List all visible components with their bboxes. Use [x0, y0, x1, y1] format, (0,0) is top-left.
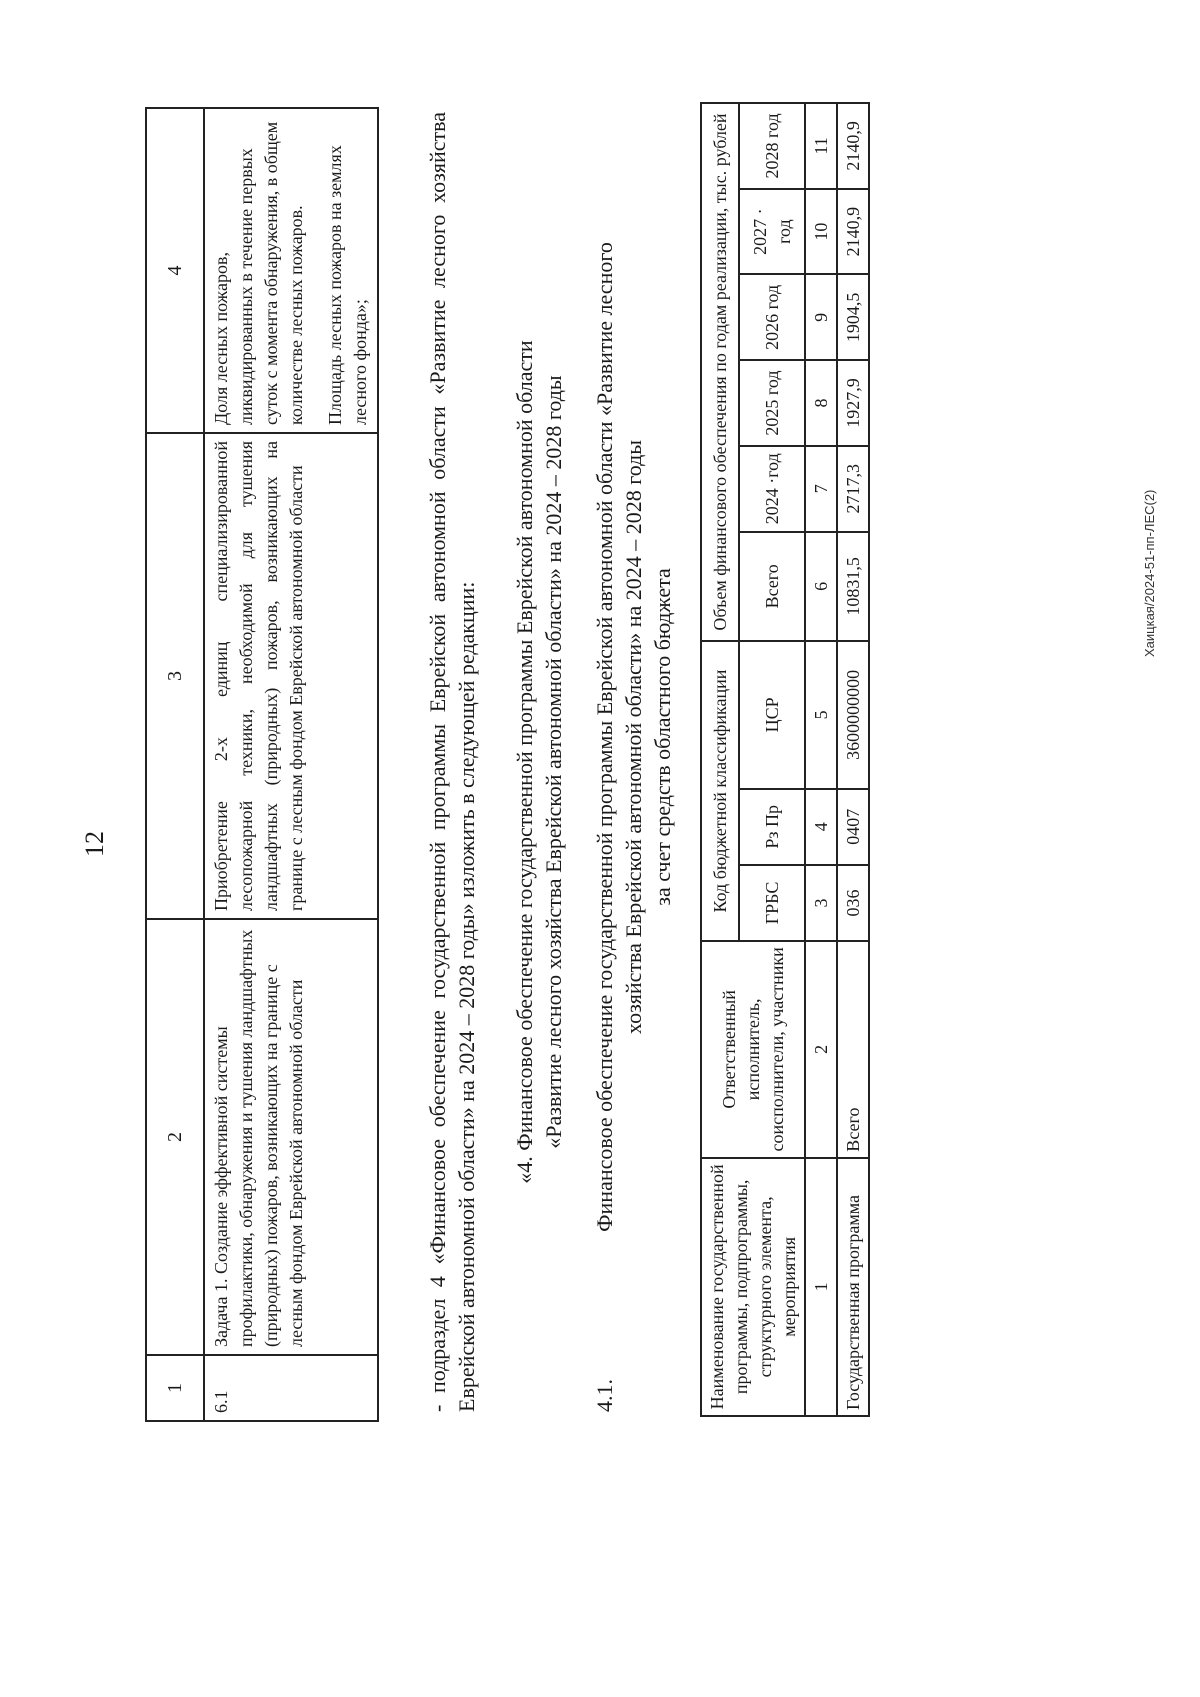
col-header-3: 3 — [146, 433, 204, 919]
document-id: Хаицкая/2024-51-пп-ЛЕС(2) — [1142, 489, 1157, 657]
total-value: 10831,5 — [837, 532, 869, 642]
col-num-4: 4 — [805, 789, 837, 865]
header-2027: 2027 · год — [739, 189, 805, 275]
grbs-value: 036 — [837, 865, 869, 941]
section-4-1-line-1: Финансовое обеспечение государственной программы Еврейской автономной области «Развитие лесного — [592, 242, 617, 1232]
measure-cell — [204, 433, 378, 919]
fin-header-row-1 — [701, 103, 739, 1416]
table-header-row — [146, 108, 204, 1421]
row-number: 6.1 — [204, 1355, 378, 1421]
value-2027: 2140,9 — [837, 189, 869, 275]
section-4-1-line-2: хозяйства Еврейской автономной области» на 2024 – 2028 годы — [621, 439, 646, 1035]
header-total: Всего — [739, 532, 805, 642]
section-4-1-line-3: за счет средств областного бюджета — [650, 568, 675, 906]
section-4-heading — [510, 112, 568, 1412]
col-num-9: 9 — [805, 274, 837, 360]
col-num-6: 6 — [805, 532, 837, 642]
header-volume: Объем финансового обеспечения по годам реализации, тыс. рублей — [701, 103, 739, 641]
header-responsible: Ответственный исполнитель, соисполнители, участники — [701, 941, 805, 1158]
section-4-1-heading — [590, 112, 677, 1422]
table-row — [204, 108, 378, 1421]
col-header-4: 4 — [146, 108, 204, 433]
header-2026: 2026 год — [739, 274, 805, 360]
section-4-line-2: «Развитие лесного хозяйства Еврейской автономной области» на 2024 – 2028 годы — [541, 375, 566, 1149]
table-row — [837, 103, 869, 1416]
col-header-2: 2 — [146, 919, 204, 1355]
value-2028: 2140,9 — [837, 103, 869, 189]
col-num-5: 5 — [805, 641, 837, 789]
value-2026: 1904,5 — [837, 274, 869, 360]
indicator-cell — [204, 108, 378, 433]
task-cell: Задача 1. Создание эффективной системы профилактики, обнаружения и тушения ландшафтных (природных) пожаров, возникающих на границе с лесным фондом Еврейской автономной области — [204, 919, 378, 1355]
column-numbers-row — [805, 103, 837, 1416]
value-2025: 1927,9 — [837, 360, 869, 446]
header-csr: ЦСР — [739, 641, 805, 789]
col-num-10: 10 — [805, 189, 837, 275]
header-rzpr: Рз Пр — [739, 789, 805, 865]
page-number: 12 — [80, 831, 109, 857]
col-num-8: 8 — [805, 360, 837, 446]
value-2024: 2717,3 — [837, 446, 869, 532]
csr-value: 3600000000 — [837, 641, 869, 789]
indicators-table — [145, 107, 379, 1422]
section-4-1-number: 4.1. — [592, 1379, 617, 1412]
financing-table — [700, 102, 870, 1417]
indicator-text-1: Доля лесных пожаров, ликвидированных в течение первых суток с момента обнаружения, в общем количестве лесных пожаров. — [211, 121, 306, 425]
section-4-line-1: «4. Финансовое обеспечение государственной программы Еврейской автономной области — [512, 340, 537, 1184]
col-header-1: 1 — [146, 1355, 204, 1421]
header-2024: 2024 ·год — [739, 446, 805, 532]
header-2025: 2025 год — [739, 360, 805, 446]
header-name: Наименование государственной программы, подпрограммы, структурного элемента, мероприятия — [701, 1158, 805, 1416]
indicator-text-2: Площадь лесных пожаров на землях лесного фонда»; — [325, 145, 370, 425]
col-num-11: 11 — [805, 103, 837, 189]
header-budget-code: Код бюджетной классификации — [701, 641, 739, 941]
measure-text: Приобретение 2-х единиц специализированной лесопожарной техники, необходимой для тушения ландшафтных (природных) пожаров, возникающих на границе с лесным фондом Еврейской автономной области — [211, 441, 306, 911]
col-num-1: 1 — [805, 1158, 837, 1416]
rzpr-value: 0407 — [837, 789, 869, 865]
col-num-3: 3 — [805, 865, 837, 941]
program-name: Государственная программа — [837, 1158, 869, 1416]
responsible: Всего — [837, 941, 869, 1158]
col-num-7: 7 — [805, 446, 837, 532]
amendment-paragraph: - подраздел 4 «Финансовое обеспечение государственной программы Еврейской автономной области «Развитие лесного хозяйства Еврейской автономной области» на 2024 – 2028 годы» изложить в следующей редакции: — [425, 112, 479, 1412]
header-grbs: ГРБС — [739, 865, 805, 941]
col-num-2: 2 — [805, 941, 837, 1158]
header-2028: 2028 год — [739, 103, 805, 189]
